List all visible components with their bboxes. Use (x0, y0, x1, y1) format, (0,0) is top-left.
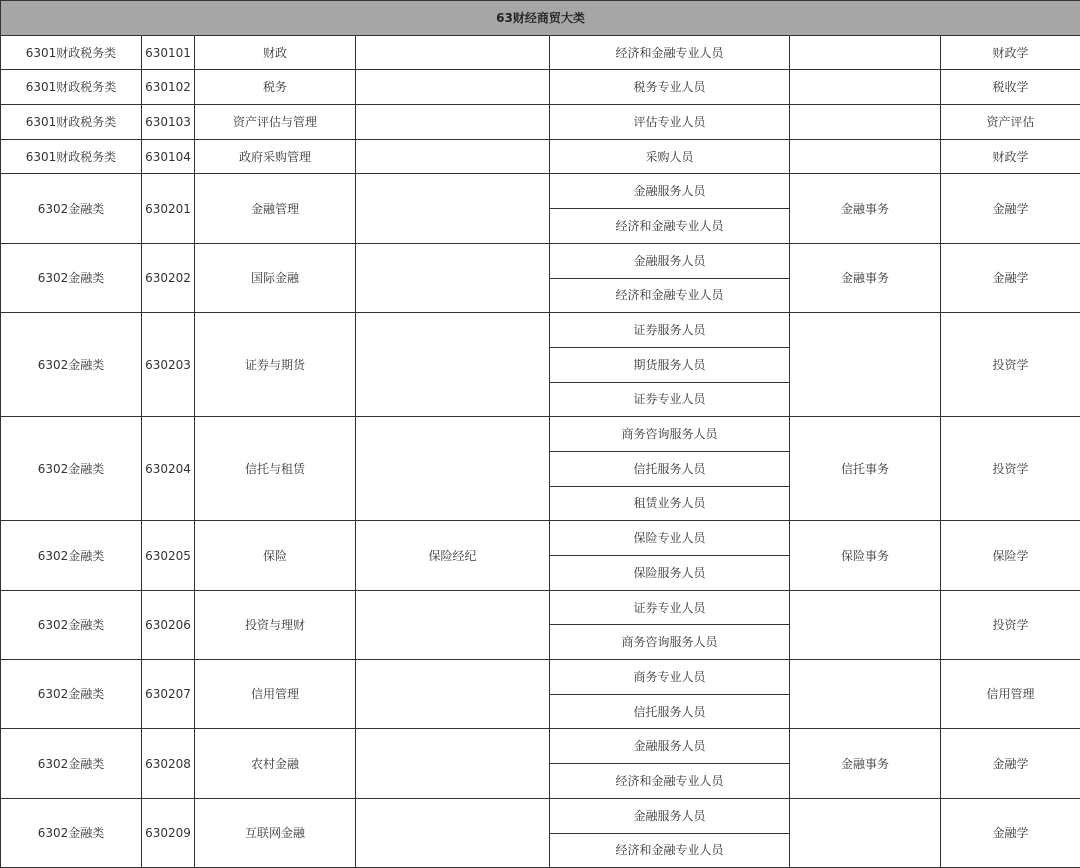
extra-cell (356, 70, 550, 105)
category-cell: 6301财政税务类 (1, 139, 142, 174)
affairs-cell (790, 313, 941, 417)
occupation-cell: 商务专业人员 (550, 660, 790, 695)
table-header-row (1, 1, 1080, 36)
extra-cell (356, 660, 550, 729)
affairs-cell (790, 660, 941, 729)
occupation-cell: 期货服务人员 (550, 347, 790, 382)
occupation-cell: 商务咨询服务人员 (550, 625, 790, 660)
discipline-cell: 税收学 (941, 70, 1080, 105)
table-row (1, 417, 1080, 452)
extra-cell: 保险经纪 (356, 521, 550, 590)
table-row (1, 139, 1080, 174)
discipline-cell: 投资学 (941, 313, 1080, 417)
occupation-cell: 保险服务人员 (550, 556, 790, 591)
table-row (1, 590, 1080, 625)
discipline-cell: 财政学 (941, 139, 1080, 174)
table-row (1, 798, 1080, 833)
major-cell: 金融管理 (195, 174, 356, 243)
category-cell: 6301财政税务类 (1, 35, 142, 70)
affairs-cell (790, 70, 941, 105)
affairs-cell: 金融事务 (790, 243, 941, 312)
occupation-cell: 经济和金融专业人员 (550, 764, 790, 799)
discipline-cell: 信用管理 (941, 660, 1080, 729)
extra-cell (356, 174, 550, 243)
code-cell: 630205 (142, 521, 195, 590)
extra-cell (356, 590, 550, 659)
discipline-cell: 保险学 (941, 521, 1080, 590)
table-row (1, 35, 1080, 70)
occupation-cell: 商务咨询服务人员 (550, 417, 790, 452)
extra-cell (356, 139, 550, 174)
affairs-cell: 金融事务 (790, 729, 941, 798)
occupation-cell: 经济和金融专业人员 (550, 278, 790, 313)
code-cell: 630208 (142, 729, 195, 798)
code-cell: 630101 (142, 35, 195, 70)
major-cell: 信托与租赁 (195, 417, 356, 521)
code-cell: 630202 (142, 243, 195, 312)
discipline-cell: 资产评估 (941, 105, 1080, 140)
occupation-cell: 税务专业人员 (550, 70, 790, 105)
table-row (1, 521, 1080, 556)
affairs-cell (790, 798, 941, 867)
major-cell: 信用管理 (195, 660, 356, 729)
extra-cell (356, 105, 550, 140)
occupation-cell: 证券服务人员 (550, 313, 790, 348)
table-row (1, 174, 1080, 209)
extra-cell (356, 729, 550, 798)
code-cell: 630201 (142, 174, 195, 243)
occupation-cell: 保险专业人员 (550, 521, 790, 556)
occupation-cell: 金融服务人员 (550, 729, 790, 764)
table-row (1, 105, 1080, 140)
occupation-cell: 金融服务人员 (550, 174, 790, 209)
discipline-cell: 财政学 (941, 35, 1080, 70)
code-cell: 630203 (142, 313, 195, 417)
discipline-cell: 投资学 (941, 417, 1080, 521)
code-cell: 630207 (142, 660, 195, 729)
occupation-cell: 证券专业人员 (550, 382, 790, 417)
major-cell: 农村金融 (195, 729, 356, 798)
category-cell: 6302金融类 (1, 243, 142, 312)
occupation-cell: 经济和金融专业人员 (550, 209, 790, 244)
extra-cell (356, 313, 550, 417)
extra-cell (356, 417, 550, 521)
occupation-cell: 经济和金融专业人员 (550, 35, 790, 70)
category-cell: 6302金融类 (1, 590, 142, 659)
table-title: 63财经商贸大类 (1, 1, 1080, 36)
code-cell: 630104 (142, 139, 195, 174)
major-cell: 资产评估与管理 (195, 105, 356, 140)
extra-cell (356, 35, 550, 70)
table-row (1, 729, 1080, 764)
table-row (1, 660, 1080, 695)
category-cell: 6301财政税务类 (1, 105, 142, 140)
discipline-cell: 投资学 (941, 590, 1080, 659)
category-cell: 6302金融类 (1, 417, 142, 521)
affairs-cell (790, 35, 941, 70)
affairs-cell: 保险事务 (790, 521, 941, 590)
category-cell: 6302金融类 (1, 521, 142, 590)
affairs-cell (790, 590, 941, 659)
affairs-cell: 信托事务 (790, 417, 941, 521)
major-cell: 证券与期货 (195, 313, 356, 417)
major-cell: 税务 (195, 70, 356, 105)
category-cell: 6302金融类 (1, 798, 142, 867)
code-cell: 630206 (142, 590, 195, 659)
occupation-cell: 金融服务人员 (550, 243, 790, 278)
code-cell: 630102 (142, 70, 195, 105)
occupation-cell: 采购人员 (550, 139, 790, 174)
table-row (1, 243, 1080, 278)
occupation-cell: 信托服务人员 (550, 694, 790, 729)
occupation-cell: 经济和金融专业人员 (550, 833, 790, 868)
occupation-cell: 评估专业人员 (550, 105, 790, 140)
major-cell: 财政 (195, 35, 356, 70)
major-cell: 投资与理财 (195, 590, 356, 659)
occupation-cell: 信托服务人员 (550, 451, 790, 486)
category-cell: 6301财政税务类 (1, 70, 142, 105)
category-cell: 6302金融类 (1, 729, 142, 798)
discipline-cell: 金融学 (941, 798, 1080, 867)
discipline-cell: 金融学 (941, 729, 1080, 798)
code-cell: 630103 (142, 105, 195, 140)
occupation-cell: 租赁业务人员 (550, 486, 790, 521)
discipline-cell: 金融学 (941, 243, 1080, 312)
discipline-cell: 金融学 (941, 174, 1080, 243)
table-row (1, 313, 1080, 348)
category-cell: 6302金融类 (1, 660, 142, 729)
major-cell: 国际金融 (195, 243, 356, 312)
affairs-cell (790, 105, 941, 140)
major-cell: 互联网金融 (195, 798, 356, 867)
occupation-cell: 证券专业人员 (550, 590, 790, 625)
major-cell: 政府采购管理 (195, 139, 356, 174)
occupation-cell: 金融服务人员 (550, 798, 790, 833)
major-cell: 保险 (195, 521, 356, 590)
category-cell: 6302金融类 (1, 174, 142, 243)
extra-cell (356, 243, 550, 312)
code-cell: 630209 (142, 798, 195, 867)
affairs-cell (790, 139, 941, 174)
extra-cell (356, 798, 550, 867)
table-row (1, 70, 1080, 105)
code-cell: 630204 (142, 417, 195, 521)
category-cell: 6302金融类 (1, 313, 142, 417)
affairs-cell: 金融事务 (790, 174, 941, 243)
